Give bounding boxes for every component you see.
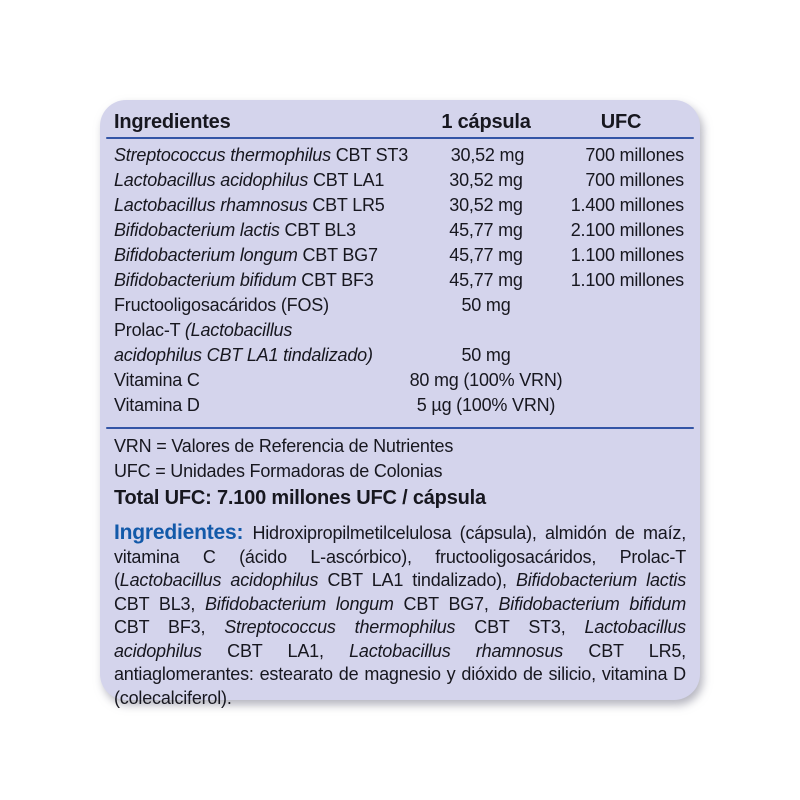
ingredient-amount: 50 mg: [461, 345, 511, 365]
ingredient-name: Lactobacillus acidophilus CBT LA1: [114, 170, 385, 190]
ingredient-name: Fructooligosacáridos (FOS): [114, 295, 329, 315]
ingredient-amount: 45,77 mg: [449, 270, 523, 290]
ingredient-name: Bifidobacterium bifidum CBT BF3: [114, 270, 374, 290]
ingredient-amount: 30,52 mg: [450, 145, 525, 165]
ingredient-ufc: [566, 368, 686, 393]
table-header-row: [114, 107, 686, 137]
ingredient-ufc: [566, 318, 686, 368]
ingredient-ufc: [566, 293, 686, 318]
table-row-fructooligosacaridos: [114, 293, 686, 318]
table-row-bifidobacterium-lactis: [114, 218, 686, 243]
supplement-facts-card: [100, 100, 700, 708]
ingredient-ufc: 1.100 millones: [570, 245, 684, 265]
table-row-vitamina-d: [114, 393, 686, 418]
table-row-prolac-t: [114, 318, 686, 368]
column-header-ingredients: Ingredientes: [114, 111, 231, 133]
section-divider: [106, 427, 694, 429]
ingredient-amount: 80 mg (100% VRN): [409, 370, 563, 390]
ingredient-name: Streptococcus thermophilus CBT ST3: [114, 145, 409, 165]
ingredient-amount: 45,77 mg: [449, 220, 523, 240]
column-header-ufc: UFC: [600, 111, 642, 133]
ingredient-amount: 30,52 mg: [449, 170, 523, 190]
ingredient-ufc: [566, 393, 686, 418]
table-row-lactobacillus-acidophilus: [114, 168, 686, 193]
ingredient-name: Vitamina C: [114, 370, 200, 390]
table-row-bifidobacterium-longum: [114, 243, 686, 268]
table-row-lactobacillus-rhamnosus: [114, 193, 686, 218]
ingredient-ufc: 2.100 millones: [570, 220, 684, 240]
ingredient-amount: 5 µg (100% VRN): [416, 395, 556, 415]
ingredient-name: Vitamina D: [114, 395, 200, 415]
ingredient-ufc: 700 millones: [585, 145, 684, 165]
ingredient-amount: 30,52 mg: [449, 195, 523, 215]
vrn-note: VRN = Valores de Referencia de Nutrientes: [114, 436, 454, 456]
ingredient-ufc: 1.400 millones: [570, 195, 684, 215]
total-ufc-line: Total UFC: 7.100 millones UFC / cápsula: [114, 487, 486, 509]
ingredient-ufc: 1.100 millones: [570, 270, 684, 290]
ufc-note: UFC = Unidades Formadoras de Colonias: [114, 461, 443, 481]
column-header-capsule: 1 cápsula: [441, 111, 531, 133]
ingredient-name: Bifidobacterium longum CBT BG7: [114, 245, 378, 265]
table-row-bifidobacterium-bifidum: [114, 268, 686, 293]
ingredient-ufc: 700 millones: [585, 170, 684, 190]
table-row-streptococcus-thermophilus: [114, 143, 686, 168]
ingredient-name: Lactobacillus rhamnosus CBT LR5: [114, 195, 385, 215]
ingredient-name: Bifidobacterium lactis CBT BL3: [114, 220, 356, 240]
ingredients-paragraph: Ingredientes: Hidroxipropilmetilcelulosa (cápsula), almidón de maíz, vitamina C (ácido L-ascórbico), fructooligosacáridos, Prolac-T (Lactobacillus acidophilus CBT LA1 tindalizado), Bifidobacterium lactis CBT BL3, Bifidobacterium longum CBT BG7, Bifidobacterium bifidum CBT BF3, Streptococcus thermophilus CBT ST3, Lactobacillus acidophilus CBT LA1, Lactobacillus rhamnosus CBT LR5, antiaglomerantes: estearato de magnesio y dióxido de silicio, vitamina D (colecalciferol).: [114, 521, 687, 708]
ingredient-amount: 50 mg: [461, 295, 511, 315]
table-row-vitamina-c: [114, 368, 686, 393]
ingredient-amount: 45,77 mg: [449, 245, 523, 265]
abbreviation-notes: [114, 434, 686, 484]
ingredient-name: Prolac-T (Lactobacillus acidophilus CBT LA1 tindalizado): [114, 320, 373, 365]
ingredients-table-body: [114, 139, 686, 418]
ingredients-paragraph-lead: Ingredientes:: [114, 521, 253, 544]
